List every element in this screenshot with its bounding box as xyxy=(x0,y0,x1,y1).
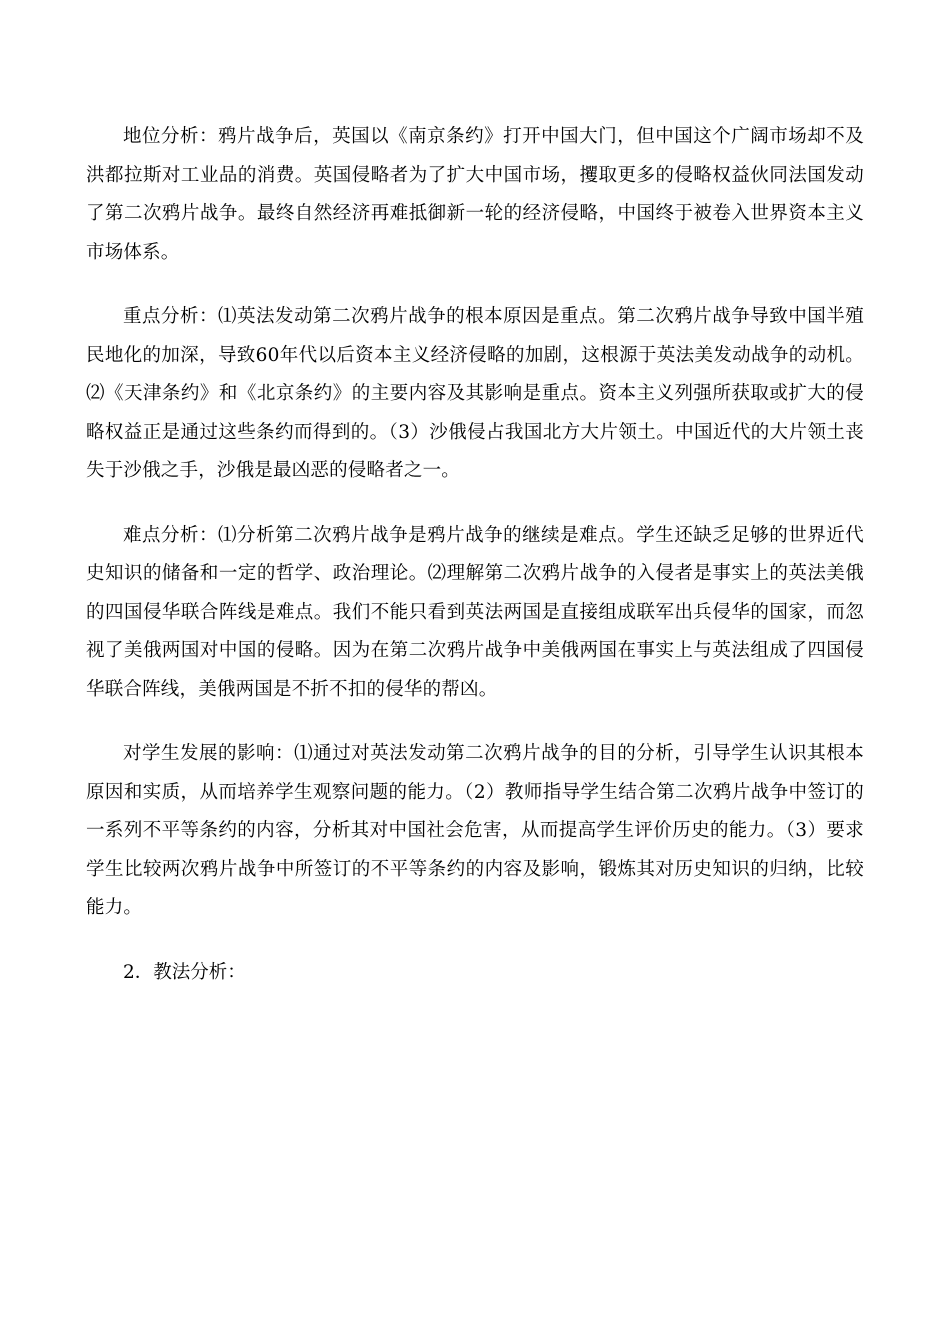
key-points-paragraph: 重点分析：⑴英法发动第二次鸦片战争的根本原因是重点。第二次鸦片战争导致中国半殖民地化的加深，导致60年代以后资本主义经济侵略的加剧，这根源于英法美发动战争的动机。⑵《天津条约》和《北京条约》的主要内容及其影响是重点。资本主义列强所获取或扩大的侵略权益正是通过这些条约而得到的。（3）沙俄侵占我国北方大片领土。中国近代的大片领土丧失于沙俄之手，沙俄是最凶恶的侵略者之一。 xyxy=(86,306,864,481)
document-page xyxy=(86,118,864,1011)
position-analysis-paragraph: 地位分析：鸦片战争后，英国以《南京条约》打开中国大门，但中国这个广阔市场却不及洪都拉斯对工业品的消费。英国侵略者为了扩大中国市场，攫取更多的侵略权益伙同法国发动了第二次鸦片战争。最终自然经济再难抵御新一轮的经济侵略，中国终于被卷入世界资本主义市场体系。 xyxy=(86,126,864,263)
difficulties-paragraph: 难点分析：⑴分析第二次鸦片战争是鸦片战争的继续是难点。学生还缺乏足够的世界近代史知识的储备和一定的哲学、政治理论。⑵理解第二次鸦片战争的入侵者是事实上的英法美俄的四国侵华联合阵线是难点。我们不能只看到英法两国是直接组成联军出兵侵华的国家，而忽视了美俄两国对中国的侵略。因为在第二次鸦片战争中美俄两国在事实上与英法组成了四国侵华联合阵线，美俄两国是不折不扣的侵华的帮凶。 xyxy=(86,524,864,700)
section-heading: 2．教法分析： xyxy=(123,961,246,983)
student-impact-paragraph: 对学生发展的影响：⑴通过对英法发动第二次鸦片战争的目的分析，引导学生认识其根本原因和实质，从而培养学生观察问题的能力。（2）教师指导学生结合第二次鸦片战争中签订的一系列不平等条约的内容，分析其对中国社会危害，从而提高学生评价历史的能力。（3）要求学生比较两次鸦片战争中所签订的不平等条约的内容及影响，锻炼其对历史知识的归纳，比较能力。 xyxy=(86,743,864,918)
